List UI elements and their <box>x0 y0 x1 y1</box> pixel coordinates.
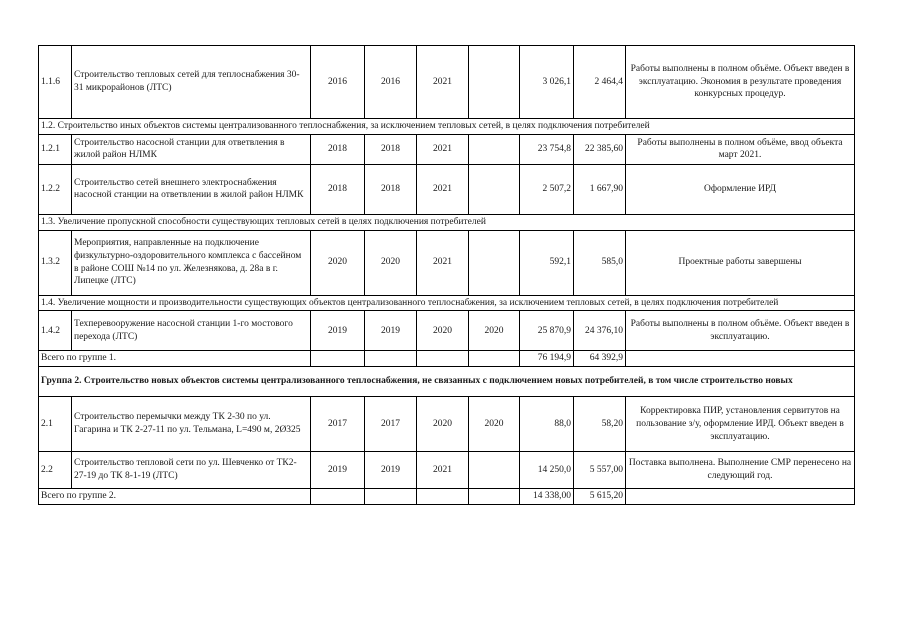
row-number: 1.2.1 <box>39 134 72 164</box>
row-number: 1.1.6 <box>39 46 72 119</box>
year-cell: 2020 <box>417 397 469 452</box>
row-name: Техперевооружение насосной станции 1-го мостового перехода (ЛТС) <box>72 311 311 351</box>
value-cell: 5 557,00 <box>574 452 626 489</box>
year-cell: 2020 <box>311 230 365 295</box>
section-title: 1.4. Увеличение мощности и производительности существующих объектов централизованного теплоснабжения, за исключением тепловых сетей, в целях подключения потребителей <box>39 295 855 311</box>
section-title: 1.3. Увеличение пропускной способности существующих тепловых сетей в целях подключения потребителей <box>39 214 855 230</box>
section-title: 1.2. Строительство иных объектов системы централизованного теплоснабжения, за исключением тепловых сетей, в целях подключения потребителей <box>39 119 855 135</box>
row-number: 1.3.2 <box>39 230 72 295</box>
year-cell: 2017 <box>311 397 365 452</box>
year-cell: 2018 <box>311 164 365 214</box>
value-cell: 2 507,2 <box>520 164 574 214</box>
year-cell: 2020 <box>365 230 417 295</box>
year-cell: 2019 <box>365 452 417 489</box>
row-number: 1.4.2 <box>39 311 72 351</box>
total-row <box>39 489 855 505</box>
year-cell: 2018 <box>311 134 365 164</box>
value-cell: 22 385,60 <box>574 134 626 164</box>
section-row <box>39 214 855 230</box>
note-cell: Поставка выполнена. Выполнение СМР перенесено на следующий год. <box>626 452 855 489</box>
year-cell <box>469 452 520 489</box>
year-cell: 2018 <box>365 164 417 214</box>
row-name: Строительство насосной станции для ответвления в жилой район НЛМК <box>72 134 311 164</box>
total-value: 76 194,9 <box>520 351 574 367</box>
row-number: 2.1 <box>39 397 72 452</box>
year-cell: 2019 <box>365 311 417 351</box>
table-row <box>39 164 855 214</box>
note-cell: Проектные работы завершены <box>626 230 855 295</box>
year-cell: 2021 <box>417 134 469 164</box>
year-cell: 2020 <box>417 311 469 351</box>
year-cell: 2021 <box>417 230 469 295</box>
year-cell: 2018 <box>365 134 417 164</box>
value-cell: 23 754,8 <box>520 134 574 164</box>
total-value: 14 338,00 <box>520 489 574 505</box>
table-row <box>39 134 855 164</box>
year-cell <box>469 230 520 295</box>
value-cell: 24 376,10 <box>574 311 626 351</box>
year-cell: 2016 <box>365 46 417 119</box>
table-row <box>39 397 855 452</box>
year-cell <box>469 164 520 214</box>
total-row <box>39 351 855 367</box>
value-cell: 14 250,0 <box>520 452 574 489</box>
note-cell: Работы выполнены в полном объёме. Объект введен в эксплуатацию. Экономия в результате проведения конкурсных процедур. <box>626 46 855 119</box>
value-cell: 88,0 <box>520 397 574 452</box>
note-cell: Корректировка ПИР, установления сервитутов на пользование з/у, оформление ИРД. Объект введен в эксплуатацию. <box>626 397 855 452</box>
total-value: 5 615,20 <box>574 489 626 505</box>
note-cell: Работы выполнены в полном объёме, ввод объекта март 2021. <box>626 134 855 164</box>
year-cell: 2021 <box>417 452 469 489</box>
year-cell: 2021 <box>417 164 469 214</box>
year-cell <box>469 46 520 119</box>
group-title: Группа 2. Строительство новых объектов системы централизованного теплоснабжения, не связанных с подключением новых потребителей, в том числе строительство новых <box>39 367 855 397</box>
table-row <box>39 311 855 351</box>
value-cell: 2 464,4 <box>574 46 626 119</box>
row-name: Строительство тепловых сетей для теплоснабжения 30-31 микрорайонов (ЛТС) <box>72 46 311 119</box>
year-cell: 2020 <box>469 397 520 452</box>
note-cell: Оформление ИРД <box>626 164 855 214</box>
row-name: Строительство перемычки между ТК 2-30 по ул. Гагарина и ТК 2-27-11 по ул. Тельмана, L=490 м, 2Ø325 <box>72 397 311 452</box>
year-cell <box>469 134 520 164</box>
year-cell: 2017 <box>365 397 417 452</box>
year-cell: 2019 <box>311 311 365 351</box>
table-row <box>39 46 855 119</box>
year-cell: 2021 <box>417 46 469 119</box>
row-number: 2.2 <box>39 452 72 489</box>
investment-program-table <box>38 45 855 505</box>
section-row <box>39 295 855 311</box>
row-name: Строительство тепловой сети по ул. Шевченко от ТК2-27-19 до ТК 8-1-19 (ЛТС) <box>72 452 311 489</box>
value-cell: 592,1 <box>520 230 574 295</box>
row-name: Строительство сетей внешнего электроснабжения насосной станции на ответвлении в жилой район НЛМК <box>72 164 311 214</box>
year-cell: 2019 <box>311 452 365 489</box>
section-row <box>39 119 855 135</box>
value-cell: 1 667,90 <box>574 164 626 214</box>
total-value: 64 392,9 <box>574 351 626 367</box>
row-name: Мероприятия, направленные на подключение физкультурно-оздоровительного комплекса с бассейном в районе СОШ №14 по ул. Железнякова, д. 28а в г. Липецке (ЛТС) <box>72 230 311 295</box>
row-number: 1.2.2 <box>39 164 72 214</box>
value-cell: 58,20 <box>574 397 626 452</box>
year-cell: 2016 <box>311 46 365 119</box>
value-cell: 585,0 <box>574 230 626 295</box>
note-cell: Работы выполнены в полном объёме. Объект введен в эксплуатацию. <box>626 311 855 351</box>
year-cell: 2020 <box>469 311 520 351</box>
total-label: Всего по группе 2. <box>39 489 311 505</box>
table-row <box>39 452 855 489</box>
value-cell: 3 026,1 <box>520 46 574 119</box>
group-row <box>39 367 855 397</box>
value-cell: 25 870,9 <box>520 311 574 351</box>
table-row <box>39 230 855 295</box>
total-label: Всего по группе 1. <box>39 351 311 367</box>
